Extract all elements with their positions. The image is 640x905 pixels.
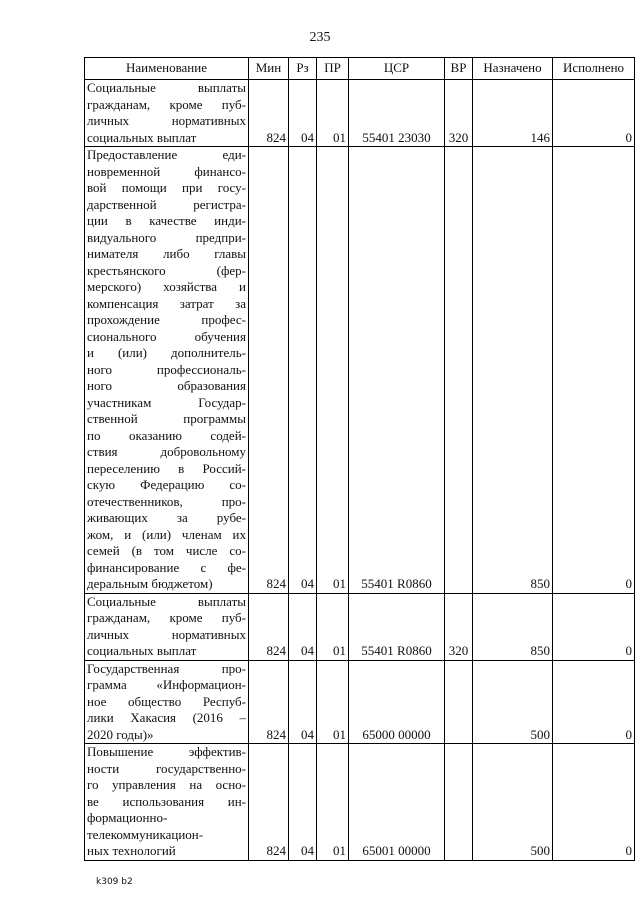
- table-row: [85, 147, 635, 594]
- row-name-cell: [85, 744, 249, 861]
- cell-executed: 0: [553, 744, 635, 861]
- row-name-line: социальных выплат: [87, 643, 197, 658]
- row-name-line: ного образования: [87, 378, 246, 393]
- row-name-line: жом, и (или) членам их: [87, 526, 246, 542]
- cell-csr: 55401 23030: [349, 80, 445, 147]
- row-name-line: гражданам, кроме пуб-: [87, 96, 246, 112]
- footer-code: k309 b2: [96, 877, 133, 887]
- cell-rz: 04: [289, 593, 317, 660]
- row-name-line: го управления на осно-: [87, 777, 246, 792]
- cell-rz: 04: [289, 147, 317, 594]
- row-name-cell: [85, 80, 249, 147]
- cell-pr: 01: [317, 80, 349, 147]
- cell-assigned: 850: [473, 147, 553, 594]
- cell-min: 824: [249, 147, 289, 594]
- row-name-line: и (или) дополнитель-: [87, 345, 246, 360]
- row-name-line: социальных выплат: [87, 129, 197, 145]
- row-name-line: мерского) хозяйства и: [87, 279, 246, 294]
- row-name-line: гражданам, кроме пуб-: [87, 610, 246, 625]
- row-name-line: грамма «Информацион-: [87, 677, 246, 692]
- row-name-line: переселению в Россий-: [87, 460, 246, 476]
- col-header-min: Мин: [249, 58, 289, 80]
- col-header-pr: ПР: [317, 58, 349, 80]
- cell-pr: 01: [317, 147, 349, 594]
- row-name-line: живающих за рубе-: [87, 510, 246, 525]
- row-name-line: личных нормативных: [87, 113, 246, 128]
- row-name-line: телекоммуникацион-: [87, 826, 204, 842]
- cell-rz: 04: [289, 744, 317, 861]
- row-name-line: крестьянского (фер-: [87, 262, 246, 278]
- row-name-cell: [85, 147, 249, 594]
- row-name-line: новременной финансо-: [87, 163, 246, 179]
- table-row: [85, 593, 635, 660]
- row-name-line: лики Хакасия (2016 –: [87, 710, 246, 725]
- cell-csr: 55401 R0860: [349, 593, 445, 660]
- row-name-line: деральным бюджетом): [87, 576, 213, 591]
- row-name-line: Социальные выплаты: [87, 593, 246, 609]
- row-name-line: видуального предпри-: [87, 229, 246, 245]
- cell-assigned: 146: [473, 80, 553, 147]
- row-name-line: нимателя либо главы: [87, 246, 246, 261]
- row-name-line: Предоставление еди-: [87, 147, 246, 162]
- cell-min: 824: [249, 80, 289, 147]
- cell-min: 824: [249, 593, 289, 660]
- row-name-line: ствия добровольному: [87, 444, 246, 459]
- cell-pr: 01: [317, 744, 349, 861]
- cell-executed: 0: [553, 660, 635, 744]
- col-header-csr: ЦСР: [349, 58, 445, 80]
- cell-csr: 65000 00000: [349, 660, 445, 744]
- cell-csr: 55401 R0860: [349, 147, 445, 594]
- budget-table: [84, 57, 635, 861]
- row-name-line: ное общество Респуб-: [87, 693, 246, 709]
- row-name-line: сионального обучения: [87, 328, 246, 344]
- row-name-line: ственной программы: [87, 411, 246, 426]
- cell-executed: 0: [553, 147, 635, 594]
- cell-rz: 04: [289, 80, 317, 147]
- row-name-line: формационно-: [87, 810, 168, 825]
- cell-executed: 0: [553, 80, 635, 147]
- cell-vr: 320: [445, 80, 473, 147]
- col-header-executed: Исполнено: [553, 58, 635, 80]
- row-name-line: Государственная про-: [87, 660, 246, 676]
- cell-vr: [445, 744, 473, 861]
- table-header-row: [85, 58, 635, 80]
- row-name-line: Социальные выплаты: [87, 80, 246, 95]
- cell-min: 824: [249, 660, 289, 744]
- cell-assigned: 500: [473, 744, 553, 861]
- col-header-name: Наименование: [85, 58, 249, 80]
- cell-assigned: 850: [473, 593, 553, 660]
- row-name-line: компенсация затрат за: [87, 295, 246, 311]
- row-name-line: ве использования ин-: [87, 793, 246, 809]
- row-name-line: дарственной регистра-: [87, 196, 246, 212]
- table-row: [85, 80, 635, 147]
- row-name-line: Повышение эффектив-: [87, 744, 246, 759]
- row-name-line: участникам Государ-: [87, 394, 246, 410]
- row-name-line: финансирование с фе-: [87, 559, 246, 575]
- row-name-line: ности государственно-: [87, 760, 246, 776]
- cell-vr: 320: [445, 593, 473, 660]
- col-header-vr: ВР: [445, 58, 473, 80]
- table-body: [85, 80, 635, 861]
- cell-assigned: 500: [473, 660, 553, 744]
- row-name-line: семей (в том числе со-: [87, 543, 246, 558]
- col-header-rz: Рз: [289, 58, 317, 80]
- row-name-line: ции в качестве инди-: [87, 213, 246, 228]
- row-name-line: прохождение профес-: [87, 312, 246, 327]
- row-name-line: скую Федерацию со-: [87, 477, 246, 492]
- cell-vr: [445, 147, 473, 594]
- col-header-assigned: Назначено: [473, 58, 553, 80]
- cell-vr: [445, 660, 473, 744]
- cell-rz: 04: [289, 660, 317, 744]
- row-name-line: по оказанию содей-: [87, 427, 246, 443]
- cell-executed: 0: [553, 593, 635, 660]
- cell-csr: 65001 00000: [349, 744, 445, 861]
- page-number: 235: [309, 30, 331, 45]
- row-name-line: отечественников, про-: [87, 493, 246, 509]
- row-name-line: ного профессиональ-: [87, 361, 246, 377]
- table-row: [85, 660, 635, 744]
- row-name-line: личных нормативных: [87, 626, 246, 642]
- cell-pr: 01: [317, 660, 349, 744]
- cell-min: 824: [249, 744, 289, 861]
- row-name-line: ных технологий: [87, 843, 176, 858]
- row-name-cell: [85, 593, 249, 660]
- cell-pr: 01: [317, 593, 349, 660]
- row-name-cell: [85, 660, 249, 744]
- row-name-line: вой помощи при госу-: [87, 180, 246, 195]
- row-name-line: 2020 годы)»: [87, 726, 154, 742]
- table-row: [85, 744, 635, 861]
